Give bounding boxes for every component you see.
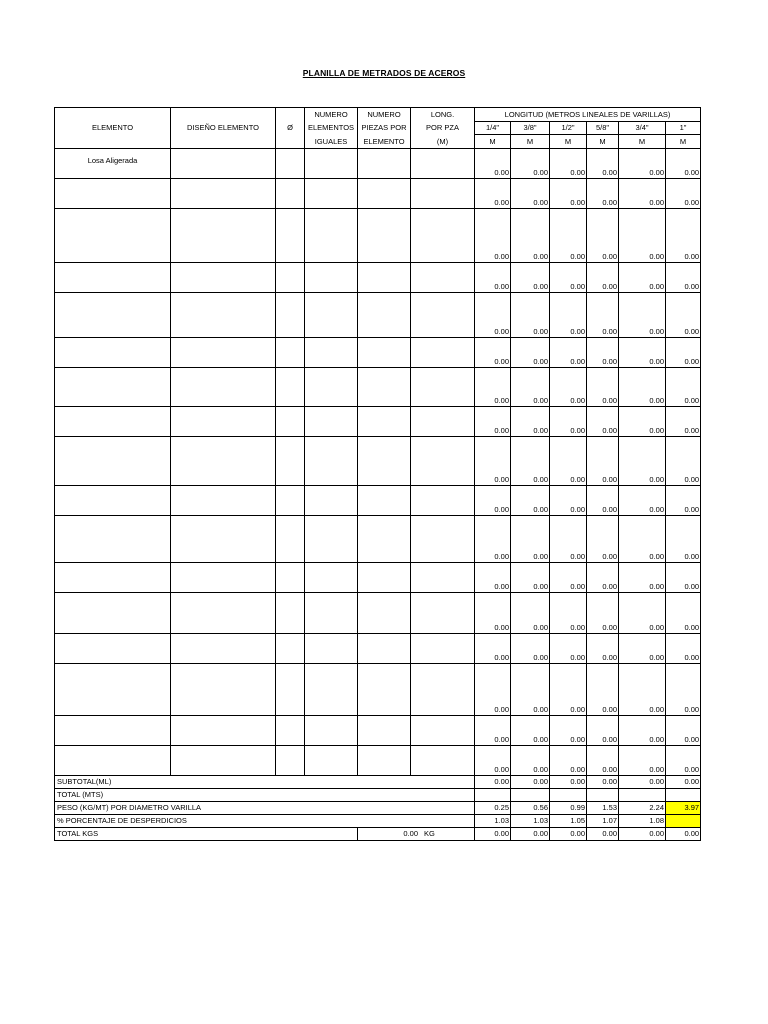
cell-input[interactable] [276,407,305,437]
steel-takeoff-table [54,107,701,841]
cell-length-value: 0.00 [666,338,701,368]
cell-input[interactable] [171,179,276,209]
cell-length-value: 0.00 [550,209,587,263]
cell-long[interactable] [411,338,475,368]
table-row [55,179,701,209]
cell-length-value: 0.00 [666,209,701,263]
cell-length-value: 0.00 [511,179,550,209]
header-longitud-group: LONGITUD (METROS LINEALES DE VARILLAS) [475,108,701,122]
cell-length-value: 0.00 [475,593,511,634]
cell-elemento[interactable] [55,664,171,716]
cell-elemento[interactable] [55,293,171,338]
cell-length-value: 0.00 [475,293,511,338]
cell-input[interactable] [358,516,411,563]
cell-length-value: 0.00 [550,368,587,407]
cell-length-value: 0.00 [587,263,619,293]
cell-long[interactable] [411,368,475,407]
cell-input[interactable] [276,179,305,209]
total-mts-label: TOTAL (MTS) [55,789,475,802]
cell-length-value: 0.00 [511,437,550,486]
cell-input[interactable] [305,338,358,368]
cell-elemento[interactable] [55,179,171,209]
desperdicio-value: 1.03 [475,815,511,828]
total-mts-value [587,789,619,802]
cell-length-value: 0.00 [550,179,587,209]
table-row [55,263,701,293]
cell-length-value: 0.00 [550,716,587,746]
table-row [55,516,701,563]
cell-length-value: 0.00 [619,407,666,437]
total-mts-row [55,789,701,802]
header-long-line3: (M) [411,135,475,149]
cell-length-value: 0.00 [550,664,587,716]
cell-length-value: 0.00 [511,293,550,338]
cell-input[interactable] [305,486,358,516]
cell-input[interactable] [305,149,358,179]
header-diameter-0: 1/4" [475,122,511,135]
table-row [55,486,701,516]
cell-input[interactable] [276,486,305,516]
cell-input[interactable] [171,664,276,716]
cell-length-value: 0.00 [619,149,666,179]
cell-input[interactable] [171,716,276,746]
cell-length-value: 0.00 [587,664,619,716]
cell-elemento[interactable] [55,516,171,563]
cell-length-value: 0.00 [666,293,701,338]
cell-length-value: 0.00 [666,593,701,634]
peso-value: 0.99 [550,802,587,815]
total-kgs-value: 0.00 [475,828,511,841]
cell-length-value: 0.00 [511,664,550,716]
cell-length-value: 0.00 [587,407,619,437]
cell-length-value: 0.00 [666,263,701,293]
total-mts-value [550,789,587,802]
header-num-elem-line1: NUMERO [305,108,358,122]
cell-length-value: 0.00 [475,179,511,209]
table-row [55,634,701,664]
header-num-elem-line3: IGUALES [305,135,358,149]
cell-input[interactable] [171,368,276,407]
cell-length-value: 0.00 [550,437,587,486]
cell-input[interactable] [305,746,358,776]
cell-elemento[interactable] [55,338,171,368]
total-kgs-value: 0.00 [550,828,587,841]
cell-input[interactable] [171,149,276,179]
header-diametro: Ø [276,108,305,149]
cell-input[interactable] [171,293,276,338]
cell-length-value: 0.00 [587,593,619,634]
cell-length-value: 0.00 [587,179,619,209]
cell-length-value: 0.00 [587,746,619,776]
total-mts-value [475,789,511,802]
cell-length-value: 0.00 [619,293,666,338]
cell-length-value: 0.00 [619,716,666,746]
cell-length-value: 0.00 [666,149,701,179]
table-row [55,593,701,634]
cell-input[interactable] [358,563,411,593]
cell-long[interactable] [411,179,475,209]
cell-long[interactable] [411,593,475,634]
cell-length-value: 0.00 [511,338,550,368]
cell-elemento[interactable] [55,746,171,776]
cell-input[interactable] [358,716,411,746]
cell-length-value: 0.00 [619,179,666,209]
cell-length-value: 0.00 [511,407,550,437]
cell-long[interactable] [411,746,475,776]
cell-length-value: 0.00 [475,338,511,368]
cell-long[interactable] [411,209,475,263]
total-mts-value [511,789,550,802]
table-row [55,338,701,368]
cell-input[interactable] [305,293,358,338]
table-row [55,209,701,263]
cell-length-value: 0.00 [511,516,550,563]
cell-input[interactable] [358,338,411,368]
cell-input[interactable] [276,634,305,664]
cell-length-value: 0.00 [619,263,666,293]
cell-length-value: 0.00 [587,437,619,486]
table-row [55,407,701,437]
header-long-line2: POR PZA [411,122,475,135]
cell-input[interactable] [276,516,305,563]
cell-input[interactable] [276,209,305,263]
cell-input[interactable] [171,209,276,263]
cell-input[interactable] [276,368,305,407]
cell-input[interactable] [358,149,411,179]
cell-input[interactable] [358,634,411,664]
cell-input[interactable] [276,149,305,179]
cell-elemento[interactable] [55,368,171,407]
cell-input[interactable] [358,179,411,209]
header-long-line1: LONG. [411,108,475,122]
peso-value: 0.25 [475,802,511,815]
cell-long[interactable] [411,664,475,716]
cell-length-value: 0.00 [475,634,511,664]
table-row [55,368,701,407]
cell-input[interactable] [276,664,305,716]
cell-input[interactable] [171,338,276,368]
header-unit-2: M [550,135,587,149]
cell-input[interactable] [276,593,305,634]
cell-long[interactable] [411,293,475,338]
cell-length-value: 0.00 [475,486,511,516]
cell-elemento[interactable] [55,263,171,293]
subtotal-value: 0.00 [511,776,550,789]
cell-length-value: 0.00 [475,368,511,407]
cell-input[interactable] [305,437,358,486]
cell-input[interactable] [358,407,411,437]
cell-long[interactable] [411,516,475,563]
peso-value: 3.97 [666,802,701,815]
desperdicio-value: 1.08 [619,815,666,828]
header-unit-0: M [475,135,511,149]
subtotal-value: 0.00 [587,776,619,789]
cell-length-value: 0.00 [550,293,587,338]
cell-input[interactable] [305,563,358,593]
cell-length-value: 0.00 [619,209,666,263]
cell-long[interactable] [411,149,475,179]
cell-input[interactable] [358,368,411,407]
desperdicio-row [55,815,701,828]
table-row [55,293,701,338]
subtotal-value: 0.00 [619,776,666,789]
cell-length-value: 0.00 [619,516,666,563]
header-num-piezas-line3: ELEMENTO [358,135,411,149]
cell-length-value: 0.00 [475,516,511,563]
header-diameter-5: 1" [666,122,701,135]
total-kgs-unit: KG [424,829,435,839]
cell-input[interactable] [358,209,411,263]
cell-input[interactable] [276,716,305,746]
cell-elemento[interactable] [55,407,171,437]
cell-long[interactable] [411,563,475,593]
cell-length-value: 0.00 [619,368,666,407]
cell-input[interactable] [276,563,305,593]
cell-input[interactable] [358,593,411,634]
cell-input[interactable] [171,516,276,563]
cell-length-value: 0.00 [587,368,619,407]
cell-length-value: 0.00 [587,516,619,563]
header-elemento: ELEMENTO [55,108,171,149]
peso-value: 2.24 [619,802,666,815]
cell-input[interactable] [171,437,276,486]
cell-length-value: 0.00 [550,516,587,563]
cell-input[interactable] [305,407,358,437]
sheet-title: PLANILLA DE METRADOS DE ACEROS [302,68,466,78]
table-row [55,149,701,179]
cell-length-value: 0.00 [511,746,550,776]
total-kgs-value: 0.00 [619,828,666,841]
subtotal-value: 0.00 [550,776,587,789]
cell-input[interactable] [358,664,411,716]
cell-length-value: 0.00 [619,437,666,486]
cell-input[interactable] [358,486,411,516]
cell-length-value: 0.00 [511,634,550,664]
cell-length-value: 0.00 [475,746,511,776]
cell-length-value: 0.00 [666,716,701,746]
cell-long[interactable] [411,263,475,293]
cell-length-value: 0.00 [475,664,511,716]
cell-input[interactable] [305,179,358,209]
peso-row [55,802,701,815]
cell-length-value: 0.00 [511,209,550,263]
cell-input[interactable] [305,209,358,263]
cell-length-value: 0.00 [587,634,619,664]
subtotal-label: SUBTOTAL(ML) [55,776,475,789]
table-row [55,716,701,746]
cell-input[interactable] [358,437,411,486]
total-kgs-label: TOTAL KGS [55,828,358,841]
cell-length-value: 0.00 [587,338,619,368]
cell-length-value: 0.00 [550,746,587,776]
cell-length-value: 0.00 [511,486,550,516]
table-row [55,664,701,716]
cell-long[interactable] [411,716,475,746]
cell-length-value: 0.00 [511,368,550,407]
cell-length-value: 0.00 [587,209,619,263]
cell-length-value: 0.00 [511,716,550,746]
cell-elemento[interactable] [55,593,171,634]
cell-length-value: 0.00 [666,486,701,516]
subtotal-value: 0.00 [475,776,511,789]
cell-length-value: 0.00 [550,486,587,516]
cell-elemento[interactable] [55,563,171,593]
cell-length-value: 0.00 [475,149,511,179]
cell-input[interactable] [171,634,276,664]
cell-length-value: 0.00 [619,664,666,716]
cell-length-value: 0.00 [511,149,550,179]
total-mts-value [619,789,666,802]
cell-length-value: 0.00 [587,486,619,516]
cell-length-value: 0.00 [666,664,701,716]
desperdicio-value: 1.03 [511,815,550,828]
peso-value: 1.53 [587,802,619,815]
header-unit-1: M [511,135,550,149]
cell-length-value: 0.00 [511,263,550,293]
desperdicio-value: 1.07 [587,815,619,828]
cell-length-value: 0.00 [550,407,587,437]
cell-length-value: 0.00 [550,593,587,634]
cell-length-value: 0.00 [666,746,701,776]
cell-elemento[interactable] [55,486,171,516]
cell-elemento[interactable]: Losa Aligerada [55,149,171,179]
cell-length-value: 0.00 [550,634,587,664]
desperdicio-value: 1.05 [550,815,587,828]
total-kgs-value: 0.00 [511,828,550,841]
cell-input[interactable] [305,634,358,664]
peso-value: 0.56 [511,802,550,815]
header-unit-3: M [587,135,619,149]
cell-elemento[interactable] [55,209,171,263]
header-diameter-2: 1/2" [550,122,587,135]
total-kgs-amount: 0.00 [403,829,418,839]
table-row [55,437,701,486]
cell-input[interactable] [305,516,358,563]
cell-length-value: 0.00 [475,263,511,293]
header-num-piezas-line2: PIEZAS POR [358,122,411,135]
cell-input[interactable] [171,746,276,776]
cell-input[interactable] [276,437,305,486]
cell-length-value: 0.00 [475,716,511,746]
cell-length-value: 0.00 [550,563,587,593]
header-unit-5: M [666,135,701,149]
header-diameter-3: 5/8" [587,122,619,135]
cell-length-value: 0.00 [666,516,701,563]
cell-length-value: 0.00 [666,563,701,593]
total-kgs-row [55,828,701,841]
cell-length-value: 0.00 [666,368,701,407]
cell-long[interactable] [411,634,475,664]
subtotal-value: 0.00 [666,776,701,789]
header-diameter-4: 3/4" [619,122,666,135]
desperdicio-value [666,815,701,828]
cell-elemento[interactable] [55,634,171,664]
header-unit-4: M [619,135,666,149]
cell-length-value: 0.00 [475,407,511,437]
header-num-piezas-line1: NUMERO [358,108,411,122]
header-num-elem-line2: ELEMENTOS [305,122,358,135]
cell-input[interactable] [171,407,276,437]
total-kgs-summary [358,828,475,841]
cell-input[interactable] [305,716,358,746]
cell-length-value: 0.00 [550,263,587,293]
cell-length-value: 0.00 [666,437,701,486]
cell-length-value: 0.00 [511,563,550,593]
cell-input[interactable] [171,593,276,634]
cell-input[interactable] [358,746,411,776]
cell-length-value: 0.00 [550,338,587,368]
cell-length-value: 0.00 [666,634,701,664]
total-kgs-value: 0.00 [666,828,701,841]
cell-elemento[interactable] [55,437,171,486]
table-row [55,563,701,593]
cell-input[interactable] [358,293,411,338]
cell-input[interactable] [276,293,305,338]
desperdicio-label: % PORCENTAJE DE DESPERDICIOS [55,815,475,828]
cell-length-value: 0.00 [511,593,550,634]
cell-input[interactable] [305,263,358,293]
cell-input[interactable] [305,368,358,407]
peso-label: PESO (KG/MT) POR DIAMETRO VARILLA [55,802,475,815]
cell-length-value: 0.00 [666,179,701,209]
cell-input[interactable] [171,563,276,593]
cell-long[interactable] [411,407,475,437]
cell-length-value: 0.00 [475,209,511,263]
cell-length-value: 0.00 [619,746,666,776]
cell-input[interactable] [171,263,276,293]
cell-long[interactable] [411,437,475,486]
cell-input[interactable] [276,746,305,776]
cell-length-value: 0.00 [587,149,619,179]
cell-length-value: 0.00 [666,407,701,437]
cell-length-value: 0.00 [619,593,666,634]
cell-length-value: 0.00 [475,437,511,486]
cell-input[interactable] [276,263,305,293]
cell-length-value: 0.00 [619,338,666,368]
cell-length-value: 0.00 [619,634,666,664]
total-mts-value [666,789,701,802]
cell-input[interactable] [171,486,276,516]
header-diseno-elemento: DISEÑO ELEMENTO [171,108,276,149]
header-diameter-1: 3/8" [511,122,550,135]
cell-length-value: 0.00 [587,716,619,746]
cell-input[interactable] [358,263,411,293]
cell-length-value: 0.00 [619,486,666,516]
subtotal-row [55,776,701,789]
cell-input[interactable] [276,338,305,368]
cell-elemento[interactable] [55,716,171,746]
cell-length-value: 0.00 [475,563,511,593]
cell-length-value: 0.00 [550,149,587,179]
table-row [55,746,701,776]
cell-length-value: 0.00 [587,563,619,593]
cell-input[interactable] [305,593,358,634]
total-kgs-value: 0.00 [587,828,619,841]
cell-input[interactable] [305,664,358,716]
cell-length-value: 0.00 [587,293,619,338]
cell-long[interactable] [411,486,475,516]
cell-length-value: 0.00 [619,563,666,593]
